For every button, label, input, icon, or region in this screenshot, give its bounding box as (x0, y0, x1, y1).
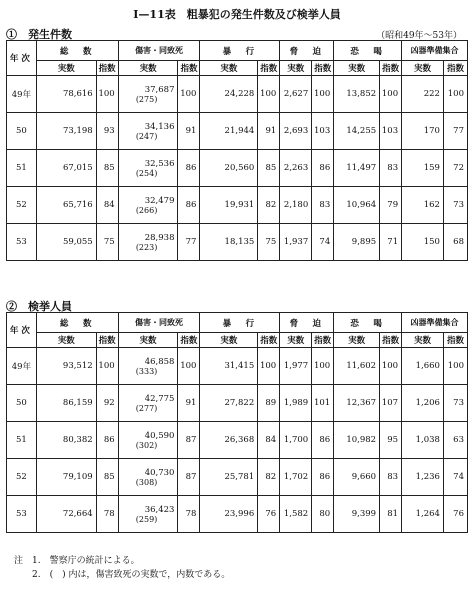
col-header-weapons: 凶器準備集合 (402, 41, 468, 61)
subheader-index: 指数 (443, 333, 467, 348)
subheader-count: 実数 (118, 61, 178, 76)
subheader-count: 実数 (334, 61, 380, 76)
index-cell: 74 (443, 459, 467, 496)
index-cell: 83 (380, 150, 402, 187)
occurrences-table (6, 40, 468, 261)
fatal-injury-count: (259) (135, 514, 158, 524)
count-cell: 1,700 (280, 422, 312, 459)
index-cell: 95 (380, 422, 402, 459)
col-header-weapons: 凶器準備集合 (402, 313, 468, 333)
count-cell: 222 (402, 76, 444, 113)
count-cell: 2,180 (280, 187, 312, 224)
count-cell: 1,660 (402, 348, 444, 385)
subheader-index: 指数 (312, 333, 334, 348)
count-cell: 159 (402, 150, 444, 187)
year-col-header: 年次 (7, 41, 37, 76)
index-cell: 100 (258, 348, 280, 385)
count-cell: 9,399 (334, 496, 380, 533)
col-header-extortion: 恐 喝 (334, 313, 402, 333)
count-cell: 12,367 (334, 385, 380, 422)
count-cell: 10,982 (334, 422, 380, 459)
subheader-count: 実数 (200, 61, 258, 76)
col-header-total: 総 数 (36, 313, 118, 333)
count-value: 40,590 (144, 430, 175, 441)
index-cell: 92 (96, 385, 118, 422)
index-cell: 93 (96, 113, 118, 150)
fatal-injury-count: (223) (135, 242, 158, 252)
index-cell: 72 (443, 150, 467, 187)
count-value: 46,858 (144, 356, 175, 367)
table-row (7, 496, 468, 533)
subheader-index: 指数 (178, 61, 200, 76)
subheader-count: 実数 (280, 61, 312, 76)
footnote-1: 注 1. 警察庁の統計による。 (14, 556, 140, 566)
subheader-index: 指数 (380, 61, 402, 76)
index-cell: 103 (380, 113, 402, 150)
index-cell: 83 (312, 187, 334, 224)
fatal-injury-count: (302) (135, 440, 158, 450)
index-cell: 91 (258, 113, 280, 150)
count-cell: 23,996 (200, 496, 258, 533)
index-cell: 71 (380, 224, 402, 261)
count-cell: 59,055 (36, 224, 96, 261)
period-range: （昭和49年～53年） (376, 31, 462, 41)
index-cell: 100 (258, 76, 280, 113)
count-value: 32,479 (144, 195, 175, 206)
occurrences-table-body (7, 76, 468, 261)
col-header-assault: 暴 行 (200, 41, 280, 61)
count-value: 40,730 (144, 467, 175, 478)
index-cell: 100 (443, 76, 467, 113)
count-cell: 1,937 (280, 224, 312, 261)
index-cell: 63 (443, 422, 467, 459)
count-cell: 18,135 (200, 224, 258, 261)
count-cell: 1,038 (402, 422, 444, 459)
table-row (7, 150, 468, 187)
count-cell: 1,977 (280, 348, 312, 385)
index-cell: 100 (312, 348, 334, 385)
index-cell: 80 (312, 496, 334, 533)
count-value: 42,775 (144, 393, 175, 404)
count-cell: 80,382 (36, 422, 96, 459)
count-cell: 67,015 (36, 150, 96, 187)
year-cell: 50 (7, 385, 37, 422)
index-cell: 91 (178, 385, 200, 422)
count-cell: 2,693 (280, 113, 312, 150)
count-cell (118, 422, 178, 459)
count-cell: 72,664 (36, 496, 96, 533)
section-label-occurrences: ① 発生件数 (6, 28, 72, 41)
index-cell: 82 (258, 459, 280, 496)
year-cell: 53 (7, 224, 37, 261)
year-cell: 49年 (7, 348, 37, 385)
index-cell: 86 (312, 150, 334, 187)
count-cell: 78,616 (36, 76, 96, 113)
count-cell: 162 (402, 187, 444, 224)
count-cell (118, 187, 178, 224)
count-cell: 10,964 (334, 187, 380, 224)
count-cell: 2,627 (280, 76, 312, 113)
count-cell: 170 (402, 113, 444, 150)
count-cell: 1,989 (280, 385, 312, 422)
index-cell: 85 (96, 459, 118, 496)
index-cell: 86 (178, 187, 200, 224)
subheader-count: 実数 (36, 61, 96, 76)
count-value: 28,938 (144, 232, 175, 243)
table-row (7, 224, 468, 261)
table-row (7, 385, 468, 422)
count-cell: 13,852 (334, 76, 380, 113)
fatal-injury-count: (247) (135, 131, 158, 141)
count-cell: 1,236 (402, 459, 444, 496)
table-row (7, 187, 468, 224)
index-cell: 86 (96, 422, 118, 459)
subheader-index: 指数 (258, 333, 280, 348)
arrests-table-body (7, 348, 468, 533)
year-cell: 53 (7, 496, 37, 533)
subheader-index: 指数 (96, 61, 118, 76)
count-cell: 86,159 (36, 385, 96, 422)
count-cell: 93,512 (36, 348, 96, 385)
index-cell: 100 (178, 76, 200, 113)
index-cell: 73 (443, 385, 467, 422)
col-header-total: 総 数 (36, 41, 118, 61)
subheader-count: 実数 (402, 61, 444, 76)
index-cell: 77 (178, 224, 200, 261)
count-cell: 14,255 (334, 113, 380, 150)
table-row (7, 348, 468, 385)
count-value: 34,136 (144, 121, 175, 132)
count-cell: 150 (402, 224, 444, 261)
count-cell: 26,368 (200, 422, 258, 459)
subheader-count: 実数 (334, 333, 380, 348)
index-cell: 75 (96, 224, 118, 261)
fatal-injury-count: (266) (135, 205, 158, 215)
count-value: 37,687 (144, 84, 175, 95)
index-cell: 100 (380, 76, 402, 113)
section-label-arrests: ② 検挙人員 (6, 300, 72, 313)
count-cell: 79,109 (36, 459, 96, 496)
index-cell: 82 (258, 187, 280, 224)
index-cell: 68 (443, 224, 467, 261)
count-cell: 2,263 (280, 150, 312, 187)
index-cell: 76 (443, 496, 467, 533)
year-cell: 49年 (7, 76, 37, 113)
subheader-index: 指数 (178, 333, 200, 348)
count-cell: 1,582 (280, 496, 312, 533)
index-cell: 85 (96, 150, 118, 187)
fatal-injury-count: (275) (135, 94, 158, 104)
col-header-injury: 傷害・同致死 (118, 313, 200, 333)
index-cell: 83 (380, 459, 402, 496)
count-cell (118, 113, 178, 150)
index-cell: 78 (96, 496, 118, 533)
year-cell: 52 (7, 187, 37, 224)
index-cell: 87 (178, 422, 200, 459)
table-title: I—11表 粗暴犯の発生件数及び検挙人員 (133, 8, 341, 21)
index-cell: 84 (96, 187, 118, 224)
count-cell: 11,602 (334, 348, 380, 385)
index-cell: 74 (312, 224, 334, 261)
year-cell: 52 (7, 459, 37, 496)
index-cell: 86 (178, 150, 200, 187)
count-cell: 25,781 (200, 459, 258, 496)
year-cell: 50 (7, 113, 37, 150)
footnote-2: 2. ( ) 内は，傷害致死の実数で，内数である。 (14, 570, 231, 580)
count-cell (118, 224, 178, 261)
count-cell: 65,716 (36, 187, 96, 224)
count-value: 32,536 (144, 158, 175, 169)
subheader-count: 実数 (200, 333, 258, 348)
count-cell: 1,702 (280, 459, 312, 496)
index-cell: 107 (380, 385, 402, 422)
index-cell: 89 (258, 385, 280, 422)
index-cell: 84 (258, 422, 280, 459)
index-cell: 75 (258, 224, 280, 261)
count-cell: 9,895 (334, 224, 380, 261)
footnotes (14, 554, 230, 582)
table-row (7, 422, 468, 459)
subheader-index: 指数 (258, 61, 280, 76)
subheader-count: 実数 (118, 333, 178, 348)
subheader-index: 指数 (443, 61, 467, 76)
count-cell (118, 496, 178, 533)
index-cell: 78 (178, 496, 200, 533)
count-cell: 9,660 (334, 459, 380, 496)
index-cell: 73 (443, 187, 467, 224)
count-cell (118, 459, 178, 496)
year-cell: 51 (7, 422, 37, 459)
count-cell (118, 76, 178, 113)
fatal-injury-count: (333) (135, 366, 158, 376)
subheader-index: 指数 (312, 61, 334, 76)
count-cell: 27,822 (200, 385, 258, 422)
arrests-table (6, 312, 468, 533)
count-cell: 24,228 (200, 76, 258, 113)
year-cell: 51 (7, 150, 37, 187)
index-cell: 100 (443, 348, 467, 385)
col-header-intimidation: 脅 迫 (280, 313, 334, 333)
index-cell: 76 (258, 496, 280, 533)
fatal-injury-count: (308) (135, 477, 158, 487)
index-cell: 100 (178, 348, 200, 385)
index-cell: 100 (96, 348, 118, 385)
count-cell (118, 385, 178, 422)
year-col-header: 年次 (7, 313, 37, 348)
count-cell: 1,206 (402, 385, 444, 422)
count-cell: 19,931 (200, 187, 258, 224)
index-cell: 86 (312, 459, 334, 496)
index-cell: 101 (312, 385, 334, 422)
subheader-count: 実数 (402, 333, 444, 348)
col-header-intimidation: 脅 迫 (280, 41, 334, 61)
count-cell: 73,198 (36, 113, 96, 150)
index-cell: 77 (443, 113, 467, 150)
col-header-injury: 傷害・同致死 (118, 41, 200, 61)
table-row (7, 459, 468, 496)
fatal-injury-count: (254) (135, 168, 158, 178)
col-header-extortion: 恐 喝 (334, 41, 402, 61)
index-cell: 87 (178, 459, 200, 496)
index-cell: 103 (312, 113, 334, 150)
count-cell: 1,264 (402, 496, 444, 533)
index-cell: 91 (178, 113, 200, 150)
index-cell: 100 (380, 348, 402, 385)
fatal-injury-count: (277) (135, 403, 158, 413)
table-row (7, 113, 468, 150)
count-cell (118, 150, 178, 187)
count-value: 36,423 (144, 504, 175, 515)
index-cell: 86 (312, 422, 334, 459)
count-cell: 20,560 (200, 150, 258, 187)
count-cell: 31,415 (200, 348, 258, 385)
index-cell: 100 (96, 76, 118, 113)
subheader-index: 指数 (96, 333, 118, 348)
index-cell: 81 (380, 496, 402, 533)
subheader-count: 実数 (280, 333, 312, 348)
subheader-index: 指数 (380, 333, 402, 348)
index-cell: 85 (258, 150, 280, 187)
index-cell: 79 (380, 187, 402, 224)
count-cell: 11,497 (334, 150, 380, 187)
subheader-count: 実数 (36, 333, 96, 348)
count-cell (118, 348, 178, 385)
index-cell: 100 (312, 76, 334, 113)
table-row (7, 76, 468, 113)
count-cell: 21,944 (200, 113, 258, 150)
col-header-assault: 暴 行 (200, 313, 280, 333)
